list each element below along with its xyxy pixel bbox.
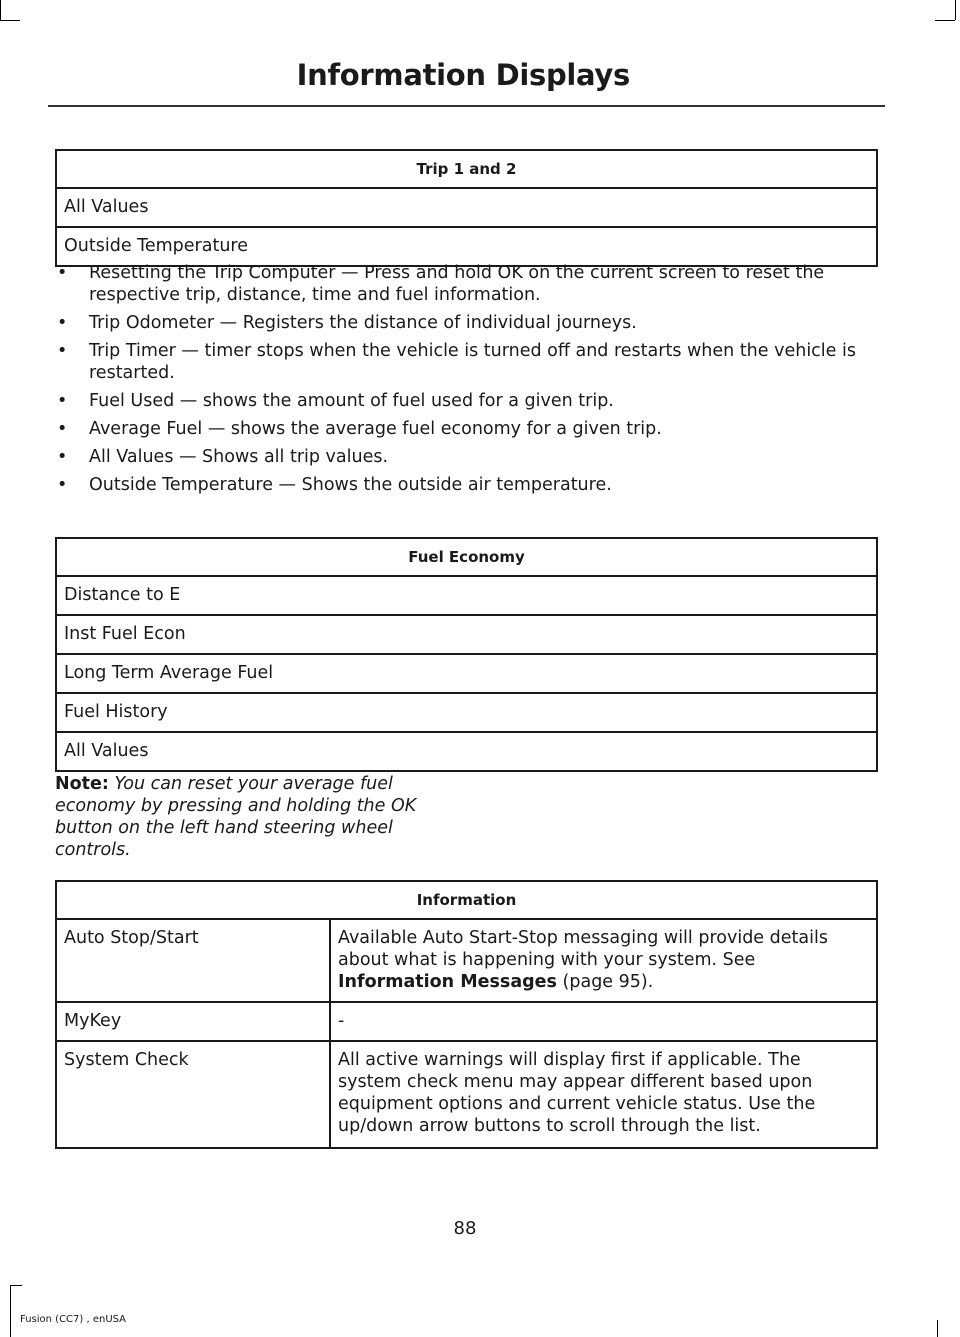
table-cell-item: System Check (56, 1041, 330, 1148)
table-row: Inst Fuel Econ (56, 615, 877, 654)
trip-bullet-list (55, 262, 881, 502)
list-item-text: Resetting the Trip Computer — Press and hold OK on the current screen to reset the respective trip, distance, time and fuel information. (89, 263, 825, 305)
crop-mark (955, 0, 956, 20)
bullet-icon: • (57, 475, 68, 495)
list-item (55, 390, 881, 412)
list-item-text: Average Fuel — shows the average fuel economy for a given trip. (89, 419, 662, 439)
fuel-table-heading: Fuel Economy (56, 538, 877, 576)
trip-table (55, 149, 878, 267)
note-label: Note: (55, 774, 109, 794)
table-cell-description: All active warnings will display first if applicable. The system check menu may appear different based upon equipment options and current vehicle status. Use the up/down arrow buttons to scroll through the list. (330, 1041, 877, 1148)
bullet-icon: • (57, 447, 68, 467)
information-table (55, 880, 878, 1149)
crop-mark (935, 20, 955, 21)
list-item (55, 340, 881, 384)
page-number: 88 (453, 1218, 477, 1239)
table-row: Outside Temperature (56, 227, 877, 266)
table-row: All Values (56, 732, 877, 771)
info-table-heading: Information (56, 881, 877, 919)
crop-mark (10, 1285, 11, 1337)
table-row: Long Term Average Fuel (56, 654, 877, 693)
crop-mark (937, 1320, 938, 1337)
list-item-text: Trip Timer — timer stops when the vehicle is turned off and restarts when the vehicle is restarted. (89, 341, 856, 383)
bullet-icon: • (57, 341, 68, 361)
list-item (55, 312, 881, 334)
table-cell-description (330, 919, 877, 1002)
bullet-icon: • (57, 313, 68, 333)
table-row: All Values (56, 188, 877, 227)
trip-table-heading: Trip 1 and 2 (56, 150, 877, 188)
description-text: Available Auto Start-Stop messaging will provide details about what is happening with your system. See (338, 928, 828, 970)
table-row: Fuel History (56, 693, 877, 732)
page-reference-link[interactable]: Information Messages (338, 972, 557, 992)
fuel-economy-table (55, 537, 878, 772)
bullet-icon: • (57, 419, 68, 439)
bullet-icon: • (57, 263, 68, 283)
table-cell-item: MyKey (56, 1002, 330, 1041)
list-item-text: Outside Temperature — Shows the outside air temperature. (89, 475, 612, 495)
page-title: Information Displays (296, 58, 630, 92)
table-cell-description: - (330, 1002, 877, 1041)
list-item-text: Fuel Used — shows the amount of fuel used for a given trip. (89, 391, 614, 411)
list-item (55, 474, 881, 496)
footer-label: Fusion (CC7) , enUSA (20, 1314, 127, 1325)
crop-mark (0, 0, 1, 20)
table-cell-item: Auto Stop/Start (56, 919, 330, 1002)
list-item-text: Trip Odometer — Registers the distance of individual journeys. (89, 313, 637, 333)
list-item (55, 262, 881, 306)
list-item-text: All Values — Shows all trip values. (89, 447, 389, 467)
crop-mark (0, 20, 20, 21)
crop-mark (10, 1285, 22, 1286)
note-text: You can reset your average fuel economy by pressing and holding the OK button on the left hand steering wheel controls. (55, 774, 417, 860)
list-item (55, 446, 881, 468)
bullet-icon: • (57, 391, 68, 411)
list-item (55, 418, 881, 440)
page-reference-number: (page 95). (556, 972, 654, 992)
table-row: Distance to E (56, 576, 877, 615)
note-paragraph (55, 773, 455, 861)
header-divider (48, 105, 885, 107)
